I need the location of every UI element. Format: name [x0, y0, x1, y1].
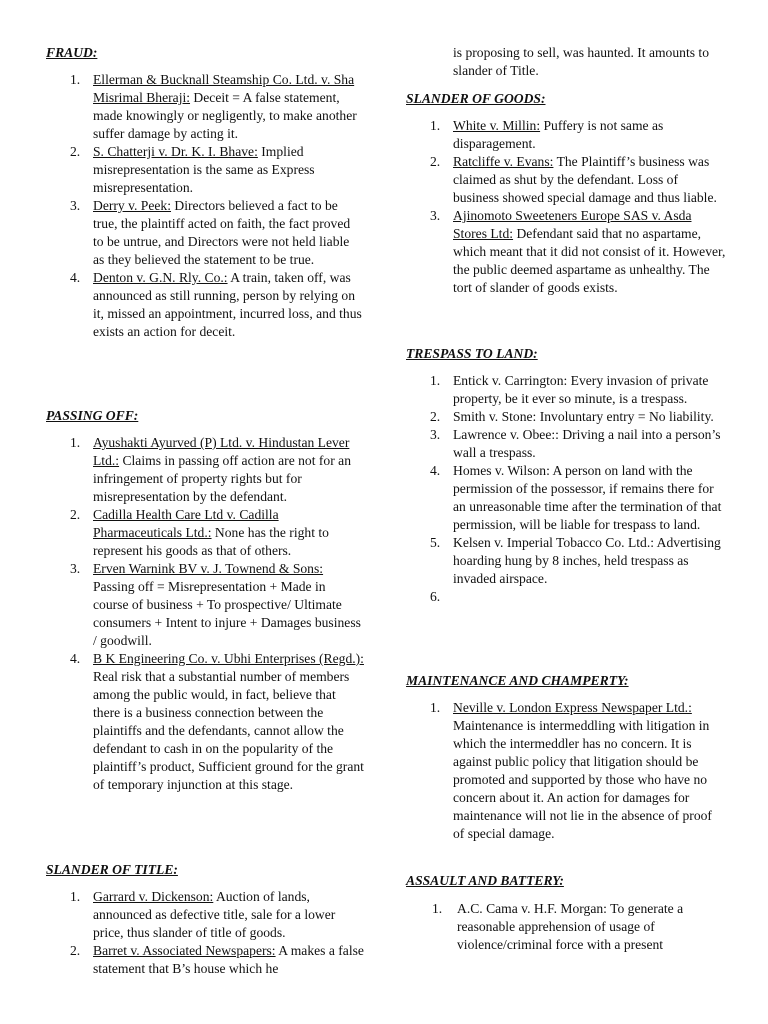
case-name: Ratcliffe v. Evans: — [453, 154, 554, 169]
item-number: 3. — [70, 198, 81, 213]
list-item — [406, 408, 726, 426]
list-item — [406, 117, 726, 153]
list-item — [46, 506, 364, 560]
trespass-to-land-list — [406, 372, 726, 606]
item-number: 1. — [430, 118, 441, 133]
case-summary: The Plaintiff’s business was claimed as shut by the defendant. Loss of business showed special damage and thus liable. — [453, 154, 717, 205]
section-heading-slander-of-goods: SLANDER OF GOODS: — [406, 91, 546, 106]
case-summary: Auction of lands, announced as defective title, sale for a lower price, thus slander of title of goods. — [93, 889, 336, 940]
section-heading-fraud: FRAUD: — [46, 45, 98, 60]
case-summary: Claims in passing off action are not for an infringement of property rights but for misrepresentation by the defendant. — [93, 453, 351, 504]
slander-of-title-list — [46, 888, 364, 978]
case-summary: None has the right to represent his goods as that of others. — [93, 525, 329, 558]
item-number: 3. — [70, 561, 81, 576]
section-heading-slander-of-title: SLANDER OF TITLE: — [46, 862, 178, 877]
list-item — [406, 588, 726, 606]
item-number: 1. — [70, 435, 81, 450]
case-summary: A makes a false statement that B’s house which he — [93, 943, 364, 976]
list-item — [46, 269, 364, 341]
case-name: Garrard v. Dickenson: — [93, 889, 214, 904]
case-summary: A train, taken off, was announced as still running, person by relying on it, missed an appointment, incurred loss, and thus exists an action for deceit. — [93, 270, 362, 339]
list-item — [406, 462, 726, 534]
case-name: Derry v. Peek: — [93, 198, 172, 213]
item-number: 2. — [430, 154, 441, 169]
case-summary: Deceit = A false statement, made knowingly or negligently, to make another suffer damage by acting it. — [93, 90, 357, 141]
item-number: 4. — [430, 463, 441, 478]
section-heading-trespass-to-land: TRESPASS TO LAND: — [406, 346, 538, 361]
item-number: 1. — [430, 700, 441, 715]
case-name: Ellerman & Bucknall Steamship Co. Ltd. v. Sha Misrimal Bheraji: — [93, 72, 355, 105]
case-summary: Passing off = Misrepresentation + Made in course of business + To prospective/ Ultimate consumers + Intent to injure + Damages business / goodwill. — [93, 579, 361, 648]
case-summary: Maintenance is intermeddling with litigation in which the intermeddler has no concern. It is against public policy that litigation should be promoted and supported by those who have no concern about it. An action for damages for maintenance will not lie in the absence of proof of special damage. — [453, 718, 712, 841]
item-number: 1. — [70, 72, 81, 87]
case-name: Denton v. G.N. Rly. Co.: — [93, 270, 228, 285]
list-item — [46, 434, 364, 506]
case-summary: Directors believed a fact to be true, the plaintiff acted on faith, the fact proved to be untrue, and Directors were not held liable as they believed the statement to be true. — [93, 198, 351, 267]
list-item — [46, 197, 364, 269]
item-number: 1. — [70, 889, 81, 904]
case-summary: Puffery is not same as disparagement. — [453, 118, 664, 151]
fraud-list — [46, 71, 364, 341]
item-number: 3. — [430, 208, 441, 223]
list-item — [406, 207, 726, 297]
section-heading-maintenance-and-champerty: MAINTENANCE AND CHAMPERTY: — [406, 673, 629, 688]
item-number: 1. — [432, 901, 443, 916]
case-summary: Smith v. Stone: Involuntary entry = No liability. — [453, 409, 714, 424]
case-name: Erven Warnink BV v. J. Townend & Sons: — [93, 561, 324, 576]
case-summary: Homes v. Wilson: A person on land with the permission of the possessor, if remains there for an unreasonable time after the termination of that permission, will be liable for trespass to land. — [453, 463, 722, 532]
case-name: Cadilla Health Care Ltd v. Cadilla Pharmaceuticals Ltd.: — [93, 507, 279, 540]
item-number: 6. — [430, 589, 441, 604]
maintenance-and-champerty-list — [406, 699, 726, 843]
item-number: 2. — [70, 507, 81, 522]
list-item — [406, 372, 726, 408]
list-item — [46, 650, 364, 794]
item-number: 4. — [70, 270, 81, 285]
list-item — [46, 942, 364, 978]
item-number: 2. — [430, 409, 441, 424]
list-item — [406, 699, 726, 843]
case-summary: Implied misrepresentation is the same as Express misrepresentation. — [93, 144, 315, 195]
case-summary: Defendant said that no aspartame, which meant that it did not consist of it. However, the public deemed aspartame as unhealthy. The tort of slander of goods exists. — [453, 226, 726, 295]
list-item — [406, 153, 726, 207]
case-name: Barret v. Associated Newspapers: — [93, 943, 276, 958]
case-summary: Entick v. Carrington: Every invasion of private property, be it ever so minute, is a trespass. — [453, 373, 709, 406]
section-heading-passing-off: PASSING OFF: — [46, 408, 139, 423]
case-summary: Real risk that a substantial number of members among the public would, in fact, believe that there is a business connection between the plaintiffs and the defendants, cannot allow the defendant to cash in on the popularity of the plaintiff’s product, Sufficient ground for the grant of temporary injunction at this stage. — [93, 669, 364, 792]
case-name: White v. Millin: — [453, 118, 541, 133]
section-heading-assault-and-battery: ASSAULT AND BATTERY: — [406, 873, 564, 888]
list-item — [46, 888, 364, 942]
passing-off-list — [46, 434, 364, 794]
item-number: 5. — [430, 535, 441, 550]
list-item — [406, 900, 726, 954]
case-summary: A.C. Cama v. H.F. Morgan: To generate a reasonable apprehension of usage of violence/criminal force with a present — [457, 901, 684, 952]
item-number: 2. — [70, 943, 81, 958]
case-name: Neville v. London Express Newspaper Ltd.: — [453, 700, 692, 715]
case-summary: Lawrence v. Obee:: Driving a nail into a person’s wall a trespass. — [453, 427, 721, 460]
item-number: 1. — [430, 373, 441, 388]
assault-and-battery-list — [406, 900, 726, 954]
item-number: 4. — [70, 651, 81, 666]
list-item — [406, 426, 726, 462]
item-number: 2. — [70, 144, 81, 159]
case-summary: Kelsen v. Imperial Tobacco Co. Ltd.: Advertising hoarding hung by 8 inches, held trespass as invaded airspace. — [453, 535, 721, 586]
case-name: Ayushakti Ayurved (P) Ltd. v. Hindustan Lever Ltd.: — [93, 435, 350, 468]
continued-text: is proposing to sell, was haunted. It amounts to slander of Title. — [453, 45, 709, 78]
slander-of-goods-list — [406, 117, 726, 297]
case-name: Ajinomoto Sweeteners Europe SAS v. Asda Stores Ltd: — [453, 208, 692, 241]
case-name: S. Chatterji v. Dr. K. I. Bhave: — [93, 144, 258, 159]
list-item — [46, 560, 364, 650]
list-item — [46, 143, 364, 197]
list-item — [46, 71, 364, 143]
list-item — [406, 534, 726, 588]
item-number: 3. — [430, 427, 441, 442]
case-name: B K Engineering Co. v. Ubhi Enterprises (Regd.): — [93, 651, 364, 666]
